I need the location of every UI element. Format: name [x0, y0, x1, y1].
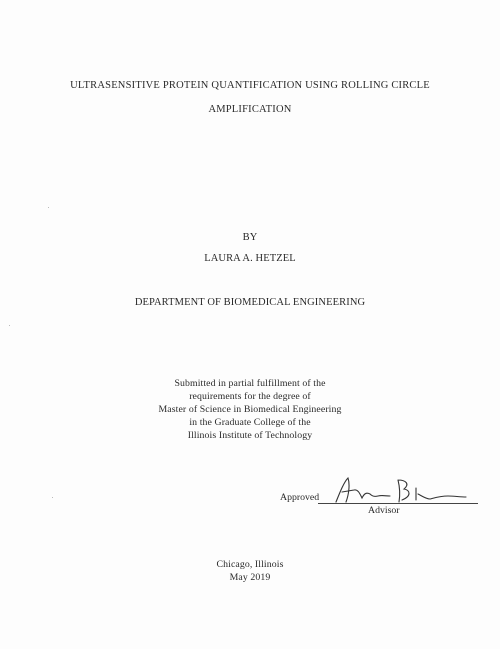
approval-block [280, 480, 480, 520]
scan-speck [48, 207, 49, 208]
submission-line-1: Submitted in partial fulfillment of the [174, 378, 326, 389]
submission-line-4: in the Graduate College of the [189, 417, 311, 428]
approved-label: Approved [280, 492, 320, 503]
location: Chicago, Illinois [216, 559, 284, 570]
date: May 2019 [229, 572, 271, 583]
submission-line-3: Master of Science in Biomedical Engineering [158, 404, 342, 415]
department-name: DEPARTMENT OF BIOMEDICAL ENGINEERING [134, 297, 366, 308]
submission-line-2: requirements for the degree of [189, 391, 311, 402]
author-name: LAURA A. HETZEL [204, 253, 296, 264]
advisor-label: Advisor [368, 505, 400, 516]
submission-line-5: Illinois Institute of Technology [187, 430, 313, 441]
scan-speck [52, 497, 53, 498]
advisor-signature [330, 474, 470, 506]
scan-speck [9, 325, 10, 326]
by-label: BY [242, 232, 258, 243]
thesis-title-line-1: ULTRASENSITIVE PROTEIN QUANTIFICATION USING ROLLING CIRCLE [70, 80, 430, 91]
thesis-title-line-2: AMPLIFICATION [208, 104, 292, 115]
